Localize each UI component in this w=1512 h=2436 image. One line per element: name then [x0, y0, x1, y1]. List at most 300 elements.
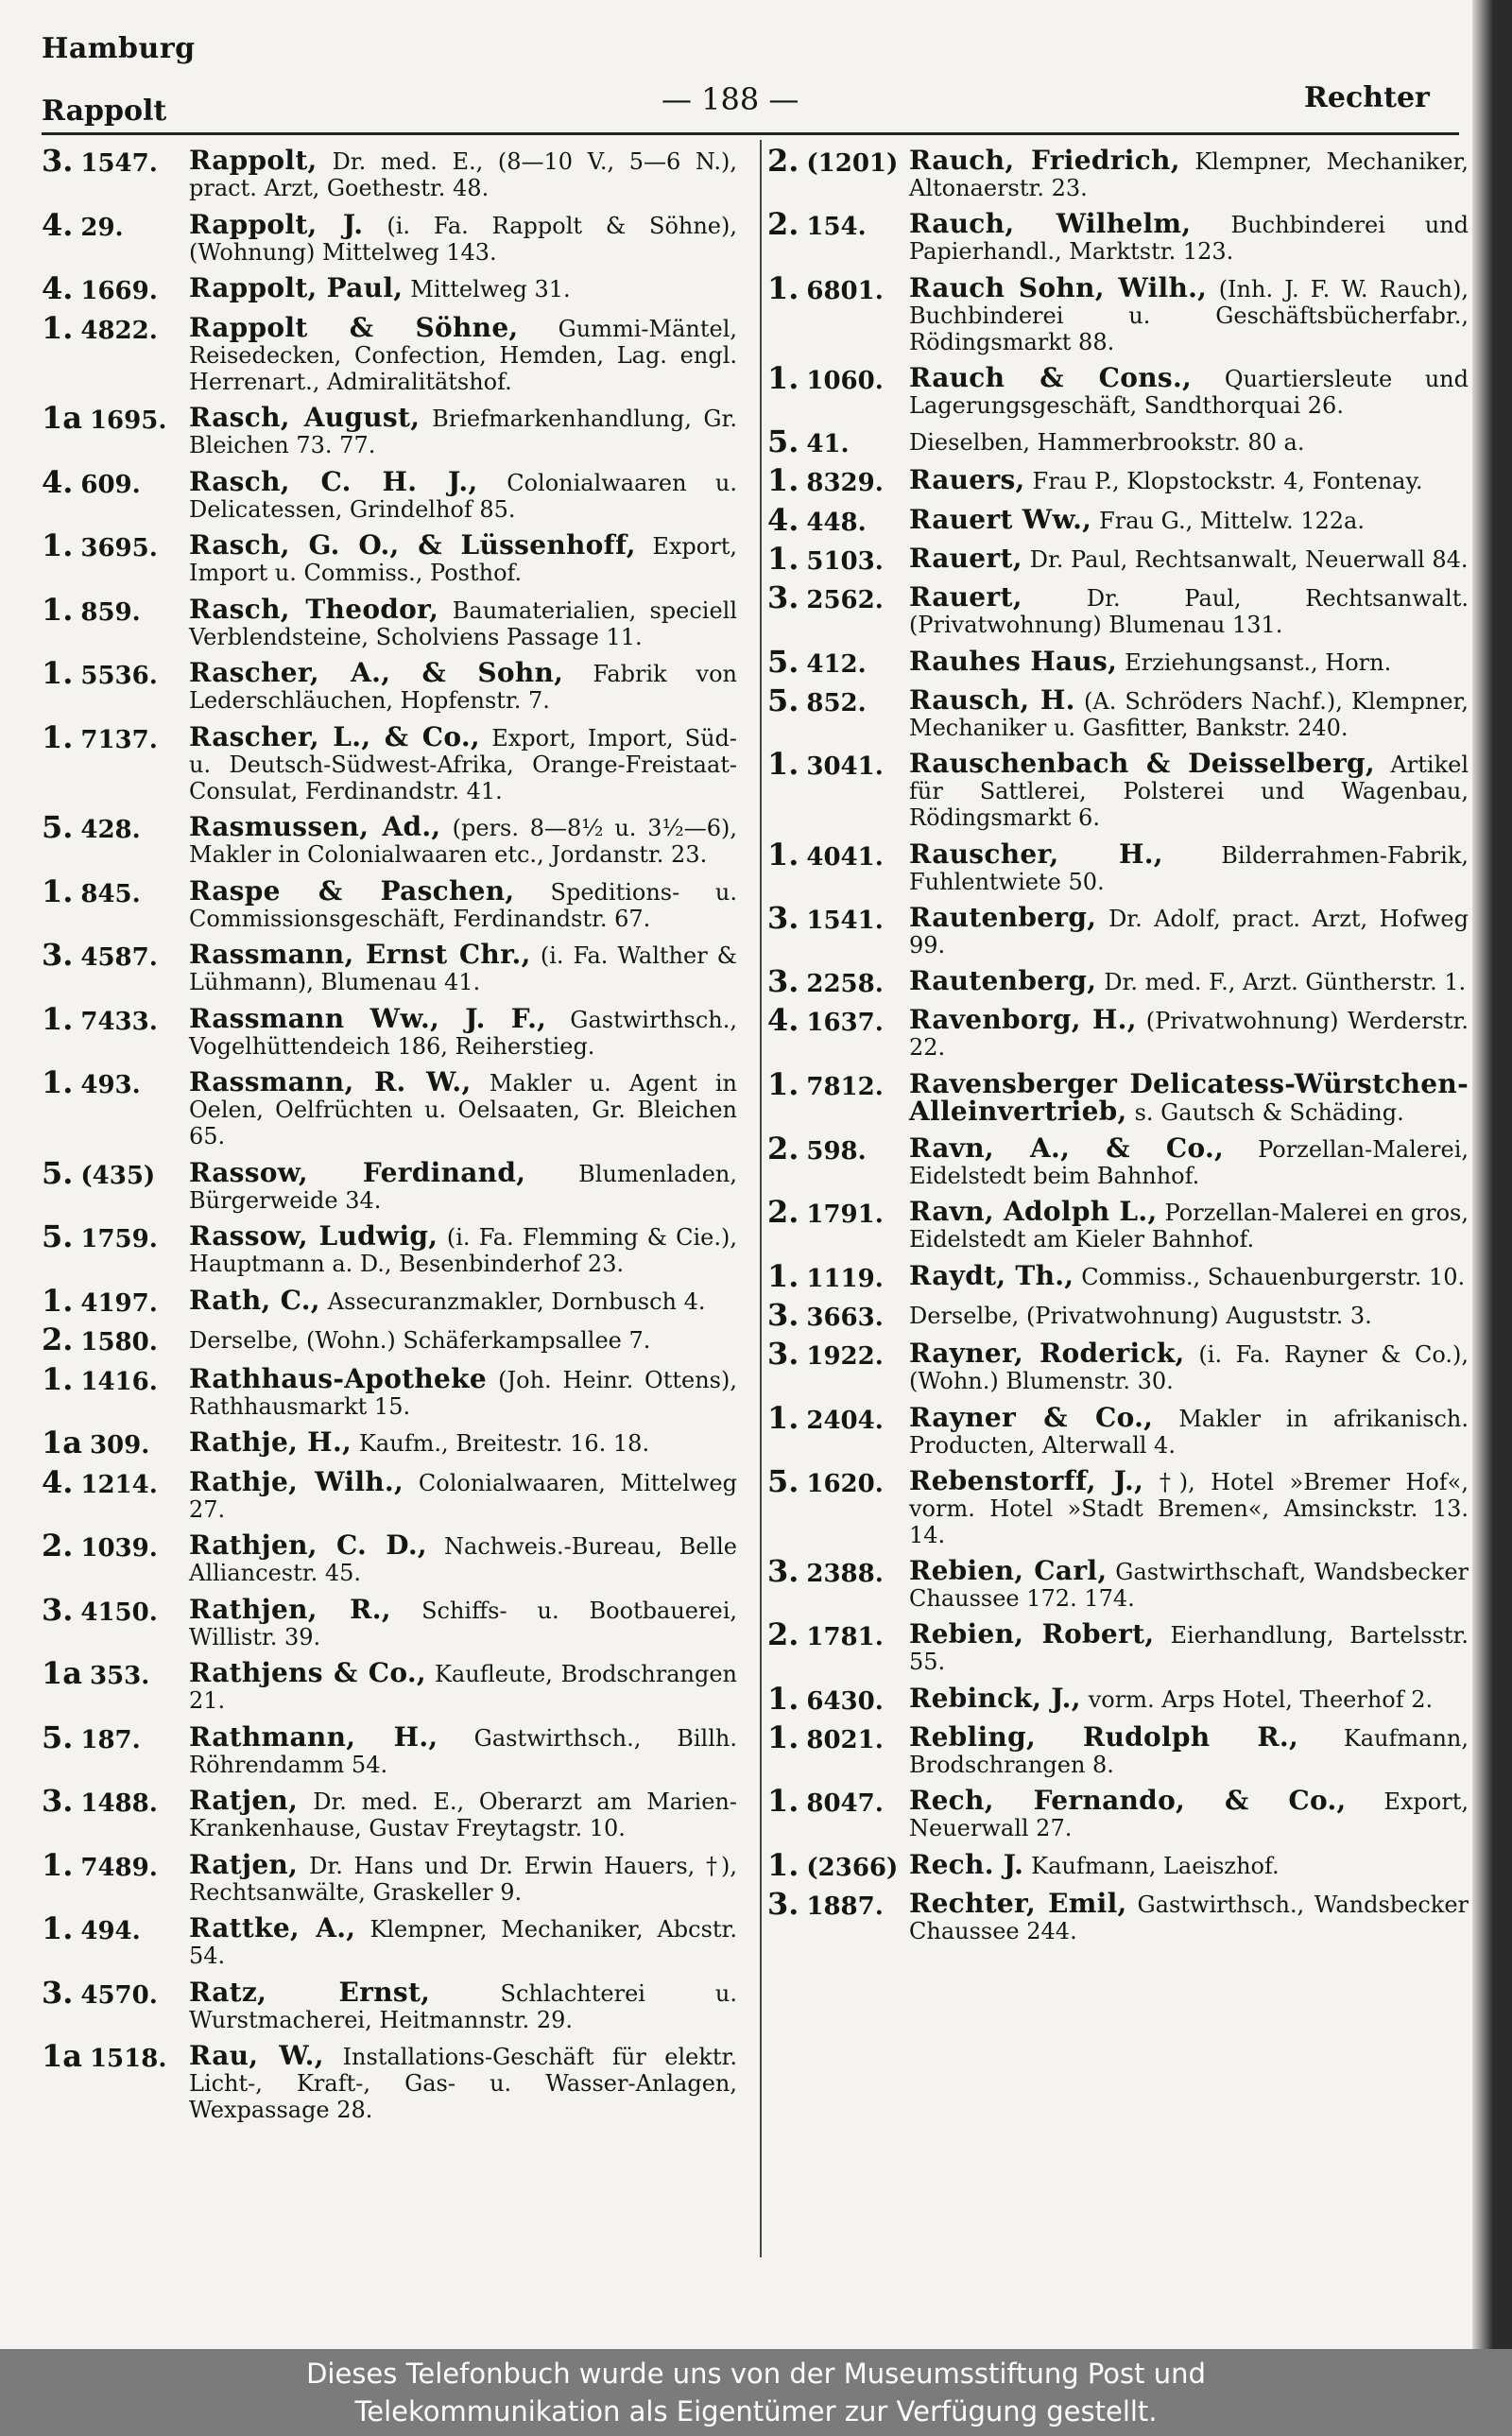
- entry-name: Rauert,: [909, 543, 1022, 575]
- entry-exchange-zone: 3.: [42, 937, 74, 973]
- entry-text: [909, 1302, 1469, 1329]
- entry-phone-number: 448.: [806, 508, 867, 537]
- entry-exchange-zone: 1.: [767, 269, 799, 306]
- entry-exchange-zone: 3.: [767, 1553, 799, 1590]
- header-city: Hamburg: [42, 32, 196, 65]
- entry-phone-number: 1580.: [80, 1328, 158, 1356]
- directory-entry: [767, 423, 1469, 460]
- directory-entry: [767, 269, 1469, 355]
- entry-text: [189, 311, 737, 395]
- entry-phone: [42, 1719, 189, 1755]
- entry-text: [189, 1156, 737, 1214]
- entry-phone-number: 1488.: [80, 1789, 158, 1818]
- entry-phone-number: 3663.: [806, 1303, 884, 1332]
- entry-description: (A. Schröders Nachf.), Klempner, Mechaniker u. Gasfitter, Bankstr. 240.: [909, 687, 1469, 741]
- entry-phone-number: 1541.: [806, 906, 884, 935]
- entry-exchange-zone: 1a: [42, 400, 82, 436]
- directory-entry: [767, 1553, 1469, 1613]
- directory-entry: [42, 1910, 737, 1969]
- entry-description: Kaufmann, Brodschrangen 8.: [909, 1725, 1469, 1779]
- entry-exchange-zone: 1.: [42, 1000, 74, 1037]
- entry-exchange-zone: 5.: [42, 1218, 74, 1254]
- entry-exchange-zone: 3.: [42, 143, 74, 179]
- entry-phone: [42, 1322, 189, 1357]
- directory-entry: [767, 143, 1469, 201]
- entry-text: [909, 1887, 1469, 1944]
- entry-name: Raspe & Paschen,: [189, 874, 515, 907]
- entry-name: Rascher, L., & Co.,: [189, 720, 480, 752]
- directory-entry: [42, 2038, 738, 2123]
- entry-phone: [42, 1974, 189, 2011]
- directory-entry: [42, 1322, 737, 1357]
- entry-description: Buchbinderei und Papierhandl., Marktstr. 123.: [909, 212, 1469, 266]
- entry-phone-number: 6801.: [806, 276, 884, 305]
- entry-exchange-zone: 2.: [767, 143, 799, 179]
- entry-text: [189, 465, 737, 523]
- entry-phone-number: 1922.: [806, 1342, 884, 1372]
- directory-entry: [767, 1065, 1469, 1127]
- entry-description: Dr. Paul, Rechtsanwalt, Neuerwall 84.: [1029, 546, 1469, 574]
- entry-phone-number: 1669.: [80, 277, 158, 305]
- entry-phone: [767, 1719, 909, 1756]
- entry-exchange-zone: 1.: [42, 309, 74, 346]
- entry-phone-number: 1620.: [806, 1469, 884, 1498]
- entry-description: Klempner, Mechaniker, Altonaerstr. 23.: [909, 148, 1469, 201]
- entry-phone-number: 1214.: [80, 1470, 158, 1499]
- right-column: [767, 143, 1469, 1954]
- entry-text: [189, 1976, 738, 2033]
- entry-phone-number: 1759.: [80, 1225, 158, 1253]
- entry-phone: [767, 462, 909, 499]
- entry-text: [909, 1464, 1469, 1548]
- entry-text: [189, 402, 738, 458]
- entry-phone-number: 1637.: [806, 1009, 884, 1038]
- directory-entry: [42, 1783, 737, 1841]
- entry-exchange-zone: 1.: [42, 1360, 74, 1397]
- entry-exchange-zone: 1.: [767, 462, 799, 499]
- entry-text: [189, 1002, 738, 1060]
- entry-name: Rathjen, R.,: [189, 1593, 391, 1625]
- header-left-keyword: Rappolt: [42, 95, 167, 128]
- entry-text: [189, 1362, 737, 1420]
- entry-exchange-zone: 1a: [42, 2038, 82, 2074]
- entry-name: Rechter, Emil,: [909, 1887, 1127, 1919]
- entry-description: Frau G., Mittelw. 122a.: [1099, 507, 1365, 534]
- directory-entry: [767, 643, 1469, 680]
- entry-text: [189, 720, 737, 804]
- entry-exchange-zone: 1.: [42, 655, 74, 691]
- entry-exchange-zone: 3.: [767, 899, 799, 936]
- entry-phone: [767, 746, 909, 783]
- entry-phone: [42, 1910, 189, 1946]
- entry-phone-number: 598.: [806, 1137, 867, 1166]
- entry-description: Klempner, Mechaniker, Abcstr. 54.: [189, 1916, 737, 1969]
- entry-phone: [767, 1462, 909, 1499]
- entry-description: (i. Fa. Rayner & Co.), (Wohn.) Blumenstr. 30.: [909, 1341, 1469, 1395]
- entry-description: (Inh. J. F. W. Rauch), Buchbinderei u. Geschäftsbücherfabr., Rödingsmarkt 88.: [909, 275, 1469, 355]
- entry-name: Rassmann, Ernst Chr.,: [189, 939, 531, 970]
- entry-phone: [42, 463, 189, 500]
- entry-name: Rasch, August,: [189, 402, 421, 433]
- entry-phone-number: 1695.: [89, 406, 167, 435]
- entry-name: Rauert Ww.,: [909, 503, 1092, 535]
- entry-phone: [767, 579, 909, 616]
- entry-phone: [42, 1425, 189, 1460]
- entry-description: Dr. med. E., Oberarzt am Marien-Krankenhause, Gustav Freytagstr. 10.: [189, 1788, 737, 1841]
- entry-text: [909, 1721, 1469, 1779]
- entry-description: Dr. med. F., Arzt. Güntherstr. 1.: [1104, 969, 1467, 996]
- entry-phone: [42, 1846, 189, 1883]
- entry-phone-number: 8329.: [806, 469, 884, 498]
- entry-description: Export, Import, Süd- u. Deutsch-Südwest-Afrika, Orange-Freistaat-Consulat, Ferdinandstr. 41.: [189, 724, 737, 804]
- entry-description: Artikel für Sattlerei, Polsterei und Wagenbau, Rödingsmarkt 6.: [909, 752, 1469, 832]
- entry-phone-number: 3695.: [80, 534, 158, 562]
- entry-exchange-zone: 4.: [767, 1002, 799, 1039]
- entry-text: [909, 1340, 1469, 1394]
- entry-description: Bilderrahmen-Fabrik, Fuhlentwiete 50.: [909, 841, 1469, 895]
- entry-text: [909, 645, 1469, 677]
- header-rule: [42, 132, 1459, 135]
- entry-phone: [42, 1000, 189, 1037]
- entry-phone: [42, 309, 189, 346]
- entry-exchange-zone: 1.: [42, 591, 74, 628]
- entry-phone: [767, 1846, 909, 1883]
- entry-phone: [42, 2038, 189, 2074]
- directory-entry: [767, 836, 1469, 895]
- entry-description: Colonialwaaren, Mittelweg 27.: [189, 1469, 737, 1523]
- entry-name: Raydt, Th.,: [909, 1259, 1074, 1291]
- entry-name: Rappolt,: [189, 145, 318, 176]
- entry-phone-number: 859.: [80, 597, 141, 627]
- entry-exchange-zone: 1.: [767, 1783, 799, 1820]
- entry-exchange-zone: 1.: [767, 746, 799, 783]
- entry-phone-number: 494.: [80, 1917, 141, 1945]
- entry-description: Export, Neuerwall 27.: [909, 1788, 1469, 1842]
- entry-phone-number: 428.: [80, 816, 141, 844]
- entry-text: [189, 529, 737, 586]
- entry-text: [189, 1066, 737, 1149]
- entry-phone: [42, 1360, 189, 1397]
- entry-phone-number: 852.: [806, 688, 867, 717]
- entry-phone: [767, 359, 909, 396]
- entry-description: Quartiersleute und Lagerungsgeschäft, Sandthorquai 26.: [909, 365, 1469, 419]
- entry-exchange-zone: 1a: [42, 1655, 82, 1691]
- directory-entry: [42, 1463, 737, 1523]
- directory-entry: [767, 541, 1469, 578]
- entry-exchange-zone: 1.: [767, 1257, 799, 1294]
- entry-exchange-zone: 1.: [767, 1846, 799, 1883]
- entry-phone-number: 2258.: [806, 970, 884, 999]
- directory-entry: [42, 1719, 737, 1778]
- entry-phone-number: 7137.: [80, 725, 158, 754]
- directory-entry: [42, 400, 738, 458]
- entry-description: Dr. Hans und Dr. Erwin Hauers, †), Rechtsanwälte, Graskeller 9.: [189, 1852, 738, 1906]
- entry-text: [909, 581, 1469, 639]
- entry-phone: [767, 1002, 909, 1039]
- directory-entry: [42, 143, 737, 201]
- entry-description: Dr. med. E., (8—10 V., 5—6 N.), pract. Arzt, Goethestr. 48.: [189, 148, 737, 201]
- entry-exchange-zone: 4.: [42, 1463, 74, 1500]
- entry-description: (Joh. Heinr. Ottens), Rathhausmarkt 15.: [189, 1366, 737, 1420]
- entry-phone: [42, 1154, 189, 1191]
- entry-phone: [767, 1194, 909, 1231]
- entry-text: [189, 1284, 737, 1316]
- entry-phone-number: 1887.: [806, 1892, 884, 1921]
- entry-phone-number: 1119.: [806, 1264, 884, 1293]
- directory-entry: [42, 591, 737, 650]
- directory-entry: [42, 872, 738, 932]
- entry-phone-number: 845.: [80, 879, 141, 908]
- entry-name: Rasch, C. H. J.,: [189, 465, 478, 497]
- entry-exchange-zone: 4.: [42, 270, 74, 306]
- entry-description: Export, Import u. Commiss., Posthof.: [189, 533, 737, 586]
- directory-entry: [42, 1282, 737, 1319]
- entry-phone: [42, 1282, 189, 1319]
- entry-name: Rappolt, Paul,: [189, 272, 404, 303]
- entry-description: Porzellan-Malerei, Eidelstedt beim Bahnhof.: [909, 1136, 1469, 1190]
- entry-description: Kaufleute, Brodschrangen 21.: [189, 1661, 737, 1714]
- directory-entry: [42, 1360, 737, 1420]
- entry-phone: [42, 809, 189, 845]
- entry-phone-number: 4197.: [80, 1288, 158, 1318]
- entry-text: [909, 271, 1469, 355]
- entry-exchange-zone: 5.: [767, 1462, 799, 1499]
- directory-entry: [767, 1885, 1469, 1944]
- entry-phone-number: 1060.: [806, 366, 884, 395]
- entry-name: Rau, W.,: [189, 2040, 324, 2071]
- entry-text: [189, 272, 737, 303]
- entry-exchange-zone: 5.: [42, 1719, 74, 1755]
- entry-text: [909, 1259, 1469, 1291]
- entry-exchange-zone: 1.: [767, 541, 799, 578]
- directory-entry: [767, 1002, 1469, 1062]
- entry-exchange-zone: 1.: [42, 872, 74, 909]
- directory-entry: [767, 579, 1469, 639]
- entry-phone: [767, 1336, 909, 1373]
- entry-phone-number: 5103.: [806, 547, 884, 577]
- entry-name: Rathhaus-Apotheke: [189, 1362, 487, 1394]
- entry-name: Rassmann, R. W.,: [189, 1066, 472, 1097]
- entry-name: Rauert,: [909, 581, 1022, 613]
- entry-description: (pers. 8—8½ u. 3½—6), Makler in Colonialwaaren etc., Jordanstr. 23.: [189, 815, 738, 868]
- entry-description: s. Gautsch & Schäding.: [1134, 1098, 1404, 1126]
- entry-phone: [42, 1218, 189, 1254]
- entry-phone-number: 7812.: [806, 1072, 884, 1101]
- entry-name: Rath, C.,: [189, 1284, 320, 1316]
- entry-text: [909, 503, 1469, 535]
- entry-exchange-zone: 1.: [42, 1910, 74, 1946]
- footer-line-2: Telekommunikation als Eigentümer zur Verfügung gestellt.: [354, 2395, 1158, 2427]
- entry-phone-number: 1547.: [80, 149, 158, 178]
- entry-name: Ratjen,: [189, 1848, 299, 1880]
- entry-text: [909, 838, 1469, 895]
- entry-phone: [42, 1463, 189, 1500]
- entry-phone: [767, 1783, 909, 1820]
- entry-description: Dieselben, Hammerbrookstr. 80 a.: [909, 429, 1305, 457]
- directory-entry: [767, 501, 1469, 538]
- directory-entry: [42, 1591, 737, 1650]
- entry-exchange-zone: 2.: [42, 1322, 74, 1357]
- directory-entry: [42, 809, 738, 868]
- entry-description: Derselbe, (Wohn.) Schäferkampsallee 7.: [189, 1327, 651, 1354]
- entry-description: (i. Fa. Rappolt & Söhne), (Wohnung) Mittelweg 143.: [189, 212, 737, 266]
- entry-description: Kaufmann, Laeiszhof.: [1031, 1852, 1280, 1879]
- entry-name: Rauch & Cons.,: [909, 361, 1193, 393]
- entry-text: [909, 1067, 1469, 1127]
- directory-entry: [42, 1425, 737, 1460]
- entry-description: Commiss., Schauenburgerstr. 10.: [1081, 1263, 1466, 1290]
- entry-name: Ratjen,: [189, 1785, 299, 1816]
- entry-description: Installations-Geschäft für elektr. Licht-, Kraft-, Gas- u. Wasser-Anlagen, Wexpassage 28.: [189, 2044, 738, 2123]
- entry-name: Rauers,: [909, 464, 1025, 496]
- entry-description: Blumenladen, Bürgerweide 34.: [189, 1160, 737, 1214]
- entry-description: Dr. Adolf, pract. Arzt, Hofweg 99.: [909, 905, 1469, 959]
- entry-text: [189, 1529, 737, 1586]
- entry-phone-number: 1518.: [89, 2045, 167, 2073]
- page-edge-shadow: [1472, 0, 1493, 2349]
- entry-exchange-zone: 2.: [42, 1528, 74, 1564]
- entry-name: Ravn, A., & Co.,: [909, 1132, 1225, 1165]
- entry-description: (Privatwohnung) Werderstr. 22.: [909, 1008, 1469, 1062]
- directory-entry: [767, 1131, 1469, 1190]
- entry-text: [909, 361, 1469, 419]
- page-number: — 188 —: [662, 81, 799, 117]
- entry-phone-number: (2366): [806, 1853, 899, 1882]
- entry-text: [909, 464, 1469, 496]
- entry-text: [189, 874, 738, 932]
- directory-entry: [767, 746, 1469, 832]
- entry-description: Kaufm., Breitestr. 16. 18.: [359, 1430, 650, 1457]
- directory-entry: [42, 309, 737, 395]
- directory-entry: [767, 963, 1469, 1000]
- directory-entry: [767, 1719, 1469, 1779]
- entry-description: Makler in afrikanisch. Producten, Alterwall 4.: [909, 1405, 1469, 1459]
- entry-name: Rasch, Theodor,: [189, 593, 439, 625]
- entry-text: [189, 1720, 737, 1778]
- entry-phone-number: 8047.: [806, 1789, 884, 1819]
- entry-name: Rathjens & Co.,: [189, 1657, 426, 1688]
- entry-exchange-zone: 5.: [767, 682, 799, 718]
- entry-phone: [767, 1065, 909, 1102]
- directory-entry: [767, 1846, 1469, 1883]
- entry-text: [909, 1401, 1469, 1459]
- entry-exchange-zone: 5.: [42, 809, 74, 845]
- entry-text: [909, 147, 1469, 201]
- directory-entry: [767, 1680, 1469, 1717]
- entry-name: Rebien, Carl,: [909, 1555, 1108, 1587]
- entry-text: [189, 593, 737, 650]
- directory-entry: [767, 899, 1469, 959]
- entry-phone: [767, 1131, 909, 1167]
- entry-name: Rauhes Haus,: [909, 645, 1118, 677]
- entry-phone: [767, 682, 909, 718]
- entry-text: [189, 1326, 737, 1354]
- entry-description: Gastwirthschaft, Wandsbecker Chaussee 172. 174.: [909, 1559, 1469, 1613]
- entry-description: Gastwirthsch., Wandsbecker Chaussee 244.: [909, 1891, 1469, 1944]
- entry-exchange-zone: 2.: [767, 1616, 799, 1653]
- entry-exchange-zone: 1.: [42, 527, 74, 563]
- entry-exchange-zone: 2.: [767, 206, 799, 243]
- entry-description: vorm. Arps Hotel, Theerhof 2.: [1088, 1685, 1434, 1713]
- entry-phone: [42, 1591, 189, 1628]
- entry-phone: [42, 872, 189, 909]
- entry-phone: [42, 591, 189, 628]
- entry-description: Schiffs- u. Bootbauerei, Willistr. 39.: [189, 1597, 737, 1650]
- entry-exchange-zone: 2.: [767, 1131, 799, 1167]
- entry-phone-number: 4587.: [80, 943, 158, 972]
- entry-phone: [767, 1680, 909, 1717]
- entry-exchange-zone: 1.: [767, 359, 799, 396]
- entry-phone-number: 8021.: [806, 1726, 884, 1755]
- entry-phone-number: 1416.: [80, 1367, 158, 1396]
- entry-exchange-zone: 1.: [42, 1282, 74, 1319]
- entry-exchange-zone: 3.: [767, 579, 799, 616]
- directory-entry: [42, 1974, 738, 2033]
- directory-entry: [767, 1399, 1469, 1459]
- entry-phone-number: 1039.: [80, 1534, 158, 1563]
- directory-entry: [767, 359, 1469, 419]
- directory-entry: [767, 462, 1469, 499]
- entry-phone: [42, 1783, 189, 1819]
- entry-name: Rasch, G. O., & Lüssenhoff,: [189, 529, 636, 561]
- entry-phone-number: 493.: [80, 1071, 141, 1099]
- entry-phone: [42, 718, 189, 755]
- entry-exchange-zone: 3.: [42, 1974, 74, 2011]
- entry-phone: [767, 1399, 909, 1436]
- entry-phone: [767, 1553, 909, 1590]
- entry-description: Makler u. Agent in Oelen, Oelfrüchten u. Oelsaaten, Gr. Bleichen 65.: [189, 1070, 737, 1149]
- entry-phone-number: 4041.: [806, 842, 884, 872]
- entry-text: [909, 1196, 1469, 1253]
- entry-description: Baumaterialien, speciell Verblendsteine, Scholviens Passage 11.: [189, 596, 737, 650]
- entry-text: [189, 1657, 737, 1714]
- entry-phone-number: 353.: [89, 1662, 150, 1690]
- entry-description: Erziehungsanst., Horn.: [1125, 648, 1392, 676]
- entry-text: [909, 1555, 1469, 1613]
- entry-name: Ratz, Ernst,: [189, 1976, 431, 2008]
- entry-name: Rebien, Robert,: [909, 1618, 1155, 1650]
- entry-text: [909, 683, 1469, 741]
- entry-text: [189, 1220, 737, 1277]
- entry-description: Nachweis.-Bureau, Belle Alliancestr. 45.: [189, 1533, 737, 1586]
- entry-exchange-zone: 3.: [767, 1336, 799, 1373]
- entry-name: Rattke, A.,: [189, 1912, 356, 1944]
- entry-name: Rasmussen, Ad.,: [189, 811, 441, 842]
- entry-text: [909, 901, 1469, 959]
- directory-entry: [42, 1846, 738, 1906]
- directory-entry: [767, 1783, 1469, 1842]
- entry-exchange-zone: 5.: [767, 643, 799, 680]
- entry-phone-number: 4150.: [80, 1598, 158, 1627]
- entry-text: [909, 748, 1469, 832]
- entry-description: Porzellan-Malerei en gros, Eidelstedt am Kieler Bahnhof.: [909, 1200, 1469, 1253]
- entry-exchange-zone: 4.: [767, 501, 799, 538]
- entry-name: Rayner, Roderick,: [909, 1338, 1185, 1370]
- entry-exchange-zone: 1.: [42, 1846, 74, 1883]
- entry-phone: [42, 1655, 189, 1691]
- entry-text: [189, 657, 737, 714]
- entry-phone: [767, 541, 909, 578]
- entry-text: [189, 939, 737, 995]
- entry-name: Rebinck, J.,: [909, 1682, 1081, 1714]
- entry-name: Rathmann, H.,: [189, 1720, 438, 1753]
- entry-text: [189, 147, 737, 201]
- entry-name: Rauch, Friedrich,: [909, 145, 1180, 176]
- entry-text: [189, 811, 738, 868]
- entry-name: Rech, Fernando, & Co.,: [909, 1785, 1347, 1817]
- entry-phone-number: (1201): [806, 149, 899, 178]
- entry-phone: [767, 963, 909, 1000]
